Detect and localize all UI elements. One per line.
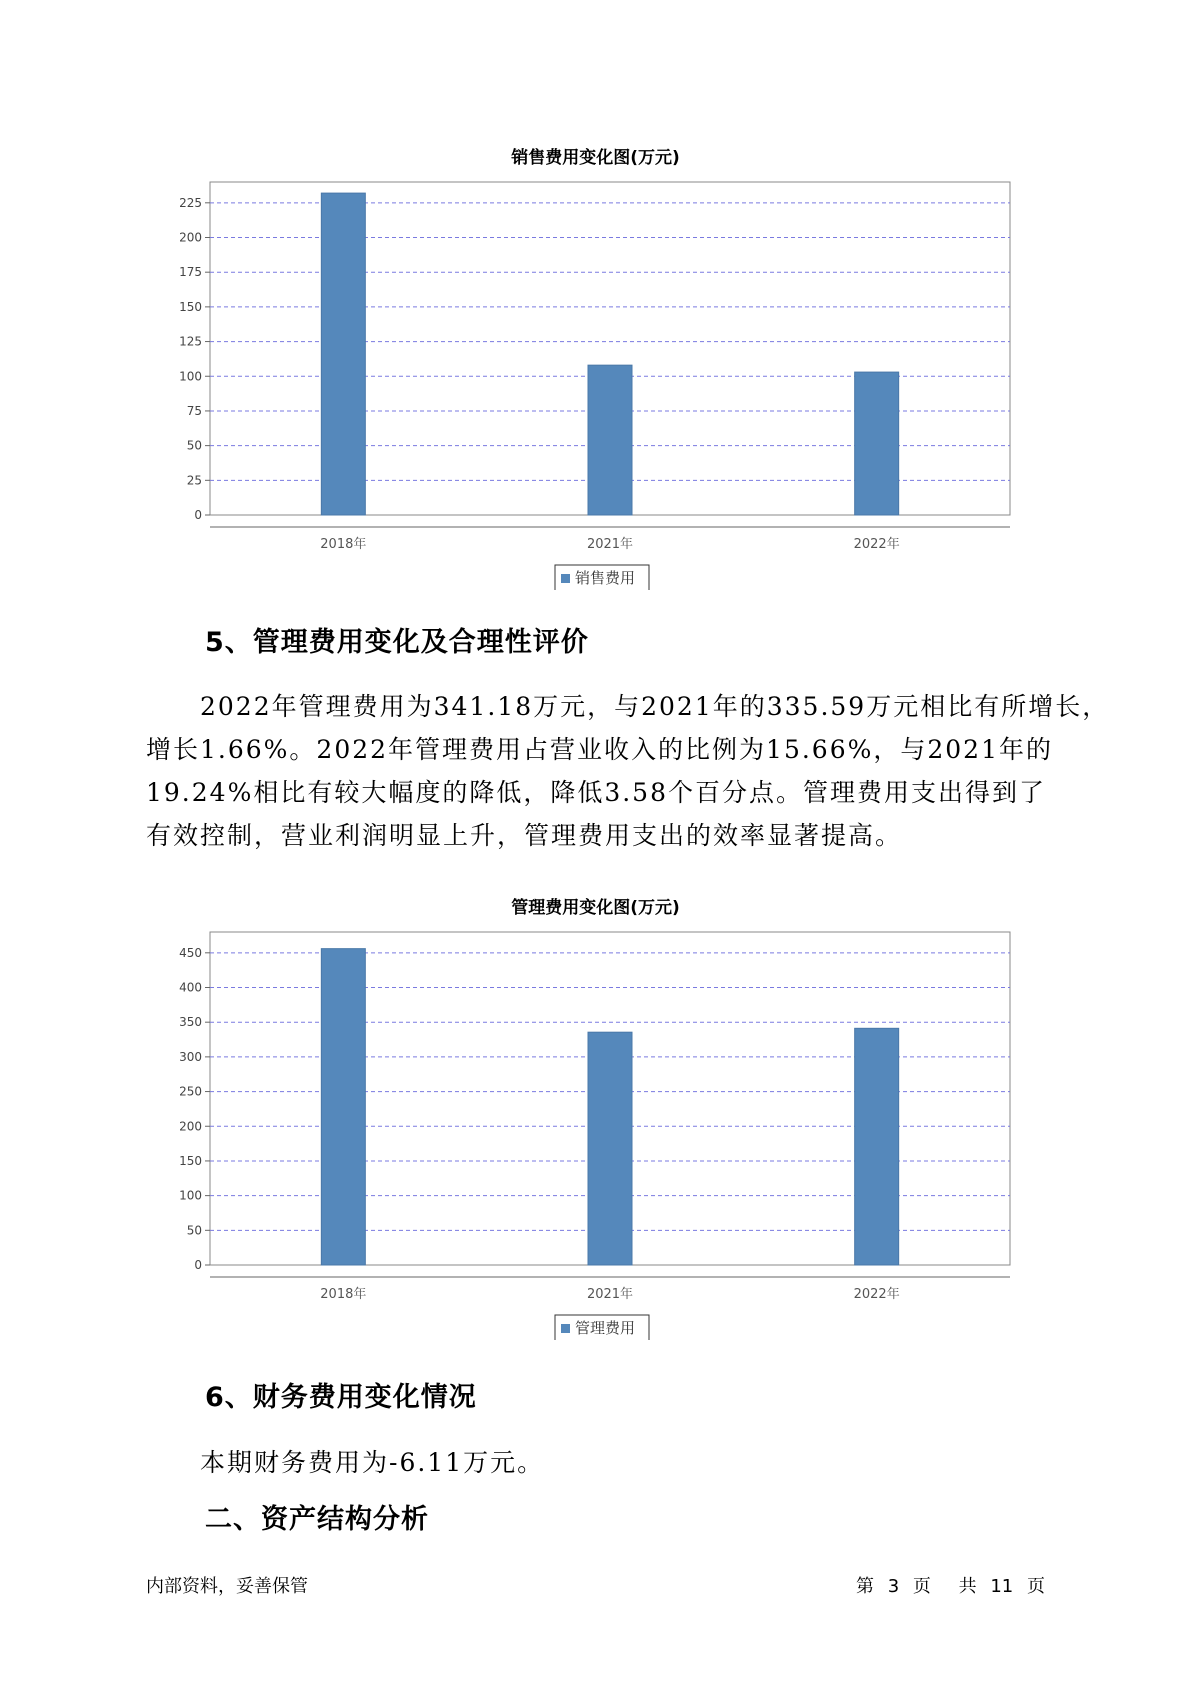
bar-2018年 [321, 949, 365, 1265]
bar-2021年 [588, 1032, 632, 1265]
y-tick-label: 450 [179, 945, 202, 960]
bar-2022年 [855, 372, 899, 515]
footer-total-prefix: 共 [958, 1576, 977, 1597]
sales-expense-chart [0, 170, 1191, 590]
footer-page-prefix: 第 [855, 1576, 874, 1597]
footer-page-info [856, 1572, 1045, 1598]
y-tick-label: 300 [179, 1049, 202, 1064]
y-tick-label: 50 [186, 438, 202, 453]
x-tick-label: 2018年 [320, 537, 367, 552]
y-tick-label: 400 [179, 980, 202, 995]
section-5-line-4: 有效控制，营业利润明显上升，管理费用支出的效率显著提高。 [146, 821, 903, 850]
chart-title-admin: 管理费用变化图(万元) [511, 898, 680, 918]
bar-2021年 [588, 365, 632, 515]
y-tick-label: 175 [179, 265, 202, 280]
x-tick-label: 2022年 [853, 1287, 900, 1302]
y-tick-label: 200 [179, 1119, 202, 1134]
section-6-text: 本期财务费用为-6.11万元。 [200, 1448, 545, 1477]
footer-page-mid: 页 [912, 1576, 931, 1597]
y-tick-label: 200 [179, 230, 202, 245]
legend [555, 1315, 649, 1340]
footer-confidential-note: 内部资料，妥善保管 [146, 1576, 308, 1597]
x-tick-label: 2021年 [586, 1287, 634, 1302]
section-two-heading: 二、资产结构分析 [205, 1504, 429, 1535]
chart-title-sales: 销售费用变化图(万元) [511, 148, 680, 168]
y-tick-label: 125 [179, 334, 202, 349]
y-tick-label: 350 [179, 1015, 202, 1030]
section-5-line-1: 2022年管理费用为341.18万元，与2021年的335.59万元相比有所增长， [200, 692, 1110, 721]
admin-expense-chart [0, 920, 1191, 1340]
y-tick-label: 0 [194, 508, 202, 522]
footer-page-number: 3 [887, 1576, 900, 1597]
bar-2018年 [321, 193, 365, 515]
legend-label: 管理费用 [575, 1319, 636, 1337]
y-tick-label: 50 [186, 1223, 202, 1238]
x-tick-label: 2022年 [853, 537, 900, 552]
legend [555, 565, 649, 590]
section-6-heading: 6、财务费用变化情况 [205, 1382, 477, 1413]
x-tick-label: 2021年 [586, 537, 634, 552]
y-tick-label: 150 [179, 299, 202, 314]
section-5-line-2: 增长1.66%。2022年管理费用占营业收入的比例为15.66%，与2021年的 [146, 735, 1053, 764]
y-tick-label: 25 [186, 473, 202, 488]
x-tick-label: 2018年 [320, 1287, 367, 1302]
footer-total-pages: 11 [990, 1576, 1014, 1597]
y-tick-label: 150 [179, 1153, 202, 1168]
legend-swatch [561, 574, 570, 583]
y-tick-label: 0 [194, 1258, 202, 1272]
footer-total-suffix: 页 [1027, 1576, 1045, 1597]
section-5-heading: 5、管理费用变化及合理性评价 [205, 627, 589, 658]
y-tick-label: 100 [179, 1188, 202, 1203]
y-tick-label: 250 [179, 1084, 202, 1099]
bar-2022年 [855, 1028, 899, 1265]
legend-swatch [561, 1324, 570, 1333]
y-tick-label: 100 [179, 369, 202, 384]
y-tick-label: 75 [186, 403, 202, 418]
section-5-line-3: 19.24%相比有较大幅度的降低，降低3.58个百分点。管理费用支出得到了 [146, 778, 1046, 807]
y-tick-label: 225 [179, 195, 202, 210]
legend-label: 销售费用 [575, 569, 636, 587]
